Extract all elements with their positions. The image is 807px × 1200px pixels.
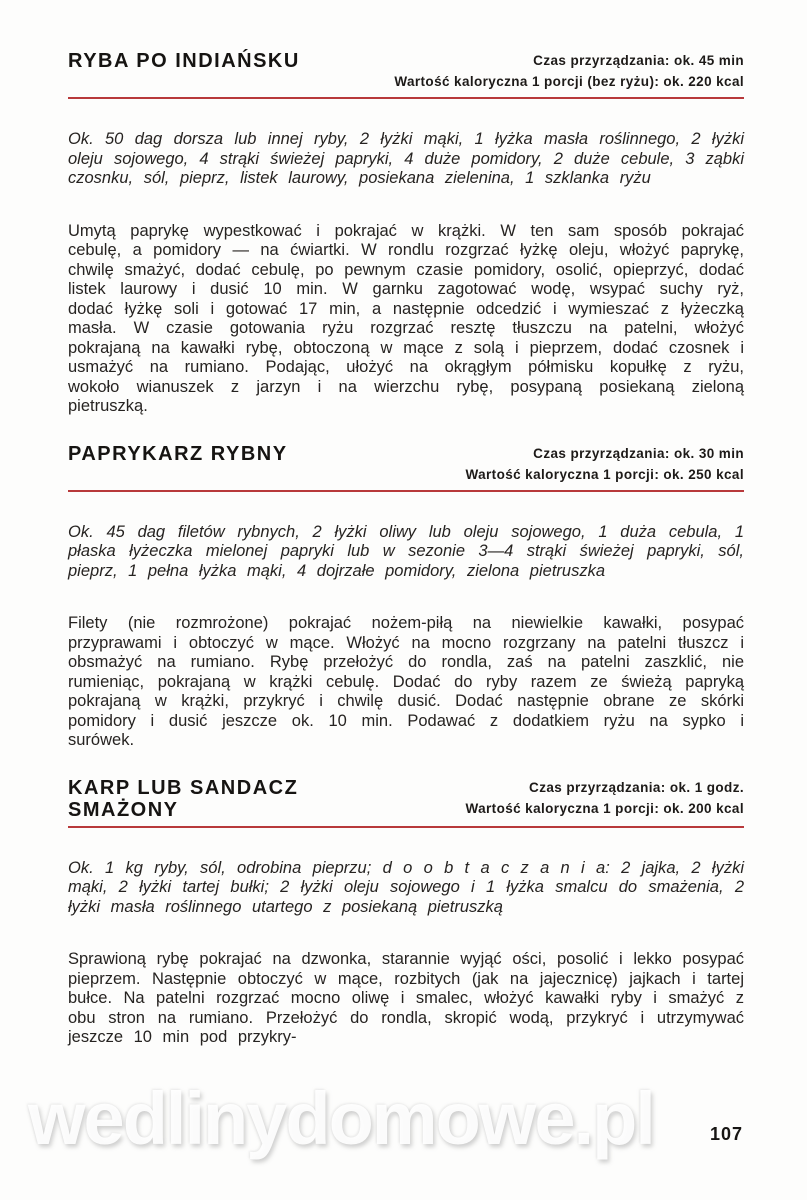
recipe-meta [465, 443, 744, 485]
recipe-paprykarz-rybny [68, 443, 744, 751]
page-number: 107 [709, 1124, 743, 1144]
watermark-text: wedlinydomowe.pl [28, 1077, 654, 1160]
ingredients-paragraph: Ok. 1 kg ryby, sól, odrobina pieprzu; d o o b t a c z a n i a: 2 jajka, 2 łyżki mąki, 2 łyżki tartej bułki; 2 łyżki oleju sojowego i 1 łyżka smalcu do smażenia, 2 łyżki masła roślinnego utartego z posiekaną pietruszką [68, 858, 744, 916]
recipe-prep-time: Czas przyrządzania: ok. 1 godz. [529, 779, 744, 795]
recipe-title: RYBA PO INDIAŃSKU [68, 50, 300, 72]
recipe-title: KARP LUB SANDACZ SMAŻONY [68, 776, 299, 821]
instructions-paragraph: Umytą paprykę wypestkować i pokrajać w krążki. W ten sam sposób pokrajać cebulę, a pomidory — na ćwiartki. W rondlu rozgrzać łyżkę oleju, włożyć paprykę, chwilę smażyć, dodać cebulę, po pewnym czasie pomidory, osolić, opieprzyć, dodać listek laurowy i dusić 10 min. W garnku zagotować wodę, wsypać suchy ryż, dodać łyżkę soli i gotować 17 min, a następnie odcedzić i wymieszać z łyżeczką masła. W czasie gotowania ryżu rozgrzać resztę tłuszczu na patelni, włożyć pokrajaną na kawałki rybę, obtoczoną w mące z solą i pieprzem, dodać czosnek i usmażyć na rumiano. Podając, ułożyć na okrągłym półmisku kopułkę z ryżu, wokoło wianuszek z jarzyn i na wierzchu rybę, posypaną posiekaną zieloną pietruszką. [68, 221, 744, 415]
red-divider-rule [68, 97, 744, 99]
instructions-paragraph: Filety (nie rozmrożone) pokrajać nożem-piłą na niewielkie kawałki, posypać przyprawami i obtoczyć w mące. Włożyć na mocno rozgrzany na patelni tłuszcz i obsmażyć na rumiano. Rybę przełożyć do rondla, zaś na patelni zaszklić, nie rumieniąc, pokrajaną w krążki cebulę. Dodać do ryby razem ze świeżą papryką pokrajaną w krążki, przykryć i chwilę dusić. Dodać następnie obrane ze skórki pomidory i dusić jeszcze ok. 10 min. Podawać z dodatkiem ryżu na sypko i surówek. [68, 614, 744, 749]
ingredients-paragraph: Ok. 50 dag dorsza lub innej ryby, 2 łyżki mąki, 1 łyżka masła roślinnego, 2 łyżki oleju sojowego, 4 strąki świeżej papryki, 4 duże pomidory, 2 duże cebule, 3 ząbki czosnku, sól, pieprz, listek laurowy, posiekana zielenina, 1 szklanka ryżu [68, 130, 744, 187]
red-divider-rule [68, 826, 744, 828]
recipe-karp-lub-sandacz-smazony [68, 777, 744, 1048]
instructions-paragraph: Sprawioną rybę pokrajać na dzwonka, starannie wyjąć ości, posolić i lekko posypać pieprzem. Następnie obtoczyć w mące, rozbitych (jak na jajecznicę) jajkach i tartej bułce. Na patelni rozgrzać mocno oliwę i smalec, włożyć kawałki ryby i smażyć z obu stron na rumiano. Przełożyć do rondla, skropić wodą, przykryć i utrzymywać jeszcze 10 min pod przykry- [68, 950, 744, 1046]
recipe-meta [394, 50, 744, 92]
recipe-calories: Wartość kaloryczna 1 porcji (bez ryżu): ok. 220 kcal [394, 74, 744, 89]
recipe-title: PAPRYKARZ RYBNY [68, 442, 288, 465]
recipe-header [68, 443, 744, 485]
ingredients-paragraph: Ok. 45 dag filetów rybnych, 2 łyżki oliwy lub oleju sojowego, 1 duża cebula, 1 płaska łyżeczka mielonej papryki lub w sezonie 3—4 strąki świeżej papryki, sól, pieprz, 1 pełna łyżka mąki, 4 dojrzałe pomidory, zielona pietruszka [68, 522, 744, 580]
recipe-header [68, 777, 744, 821]
red-divider-rule [68, 490, 744, 492]
recipe-header [68, 50, 744, 92]
recipe-calories: Wartość kaloryczna 1 porcji: ok. 200 kcal [465, 800, 744, 816]
recipe-prep-time: Czas przyrządzania: ok. 45 min [533, 53, 744, 68]
recipe-meta [465, 777, 744, 819]
recipe-ryba-po-indiansku [68, 50, 744, 417]
recipe-calories: Wartość kaloryczna 1 porcji: ok. 250 kcal [465, 466, 744, 482]
recipe-prep-time: Czas przyrządzania: ok. 30 min [533, 445, 744, 461]
